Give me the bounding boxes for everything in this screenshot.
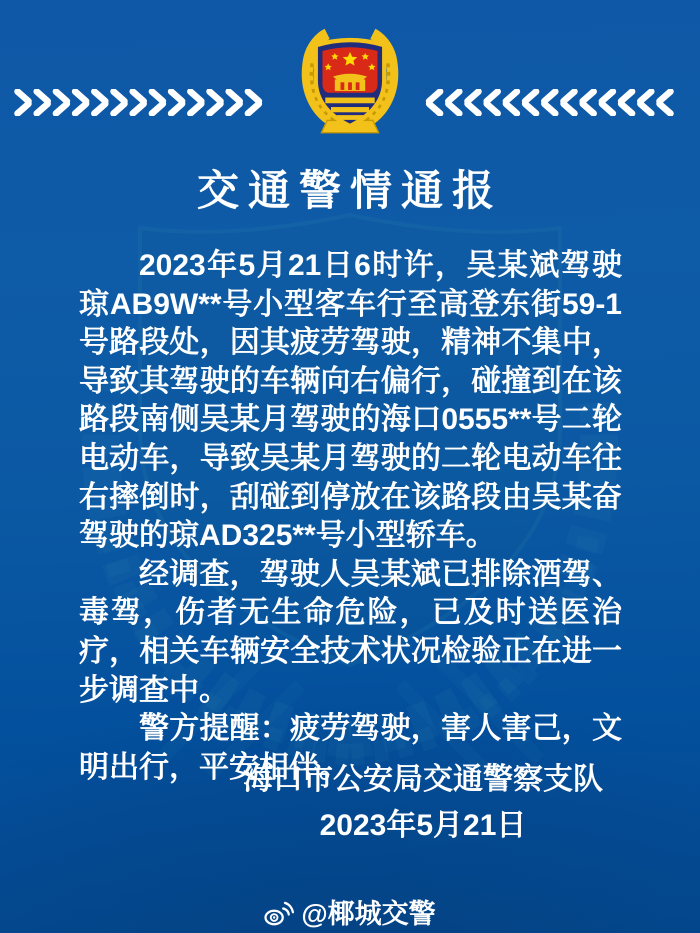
signature-date: 2023年5月21日 xyxy=(319,809,527,842)
chevrons-right-decoration xyxy=(14,89,264,116)
paragraph-reminder: 警方提醒：疲劳驾驶，害人害己，文明出行，平安相伴。 xyxy=(79,712,622,784)
weibo-handle: @椰城交警 xyxy=(301,899,436,929)
paragraph-investigation: 经调查，驾驶人吴某斌已排除酒驾、毒驾，伤者无生命危险，已及时送医治疗，相关车辆安全技术状况检验正在进一步调查中。 xyxy=(79,557,622,707)
signature-org: 海口市公安局交通警察支队 xyxy=(243,763,603,796)
notice-body xyxy=(79,247,622,787)
chevrons-left-decoration xyxy=(424,89,674,116)
page-title: 交通警情通报 xyxy=(196,167,503,214)
weibo-icon xyxy=(264,899,294,927)
footer xyxy=(0,892,700,931)
signature-block xyxy=(146,757,700,849)
paragraph-incident: 2023年5月21日6时许，吴某斌驾驶琼AB9W**号小型客车行至高登东街59-1号路段处，因其疲劳驾驶，精神不集中，导致其驾驶的车辆向右偏行，碰撞到在该路段南侧吴某月驾驶的海口0555**号二轮电动车，导致吴某月驾驶的二轮电动车往右摔倒时，刮碰到停放在该路段由吴某奋驾驶的琼AD325**号小型轿车。 xyxy=(79,249,622,553)
police-badge-icon xyxy=(293,21,407,138)
